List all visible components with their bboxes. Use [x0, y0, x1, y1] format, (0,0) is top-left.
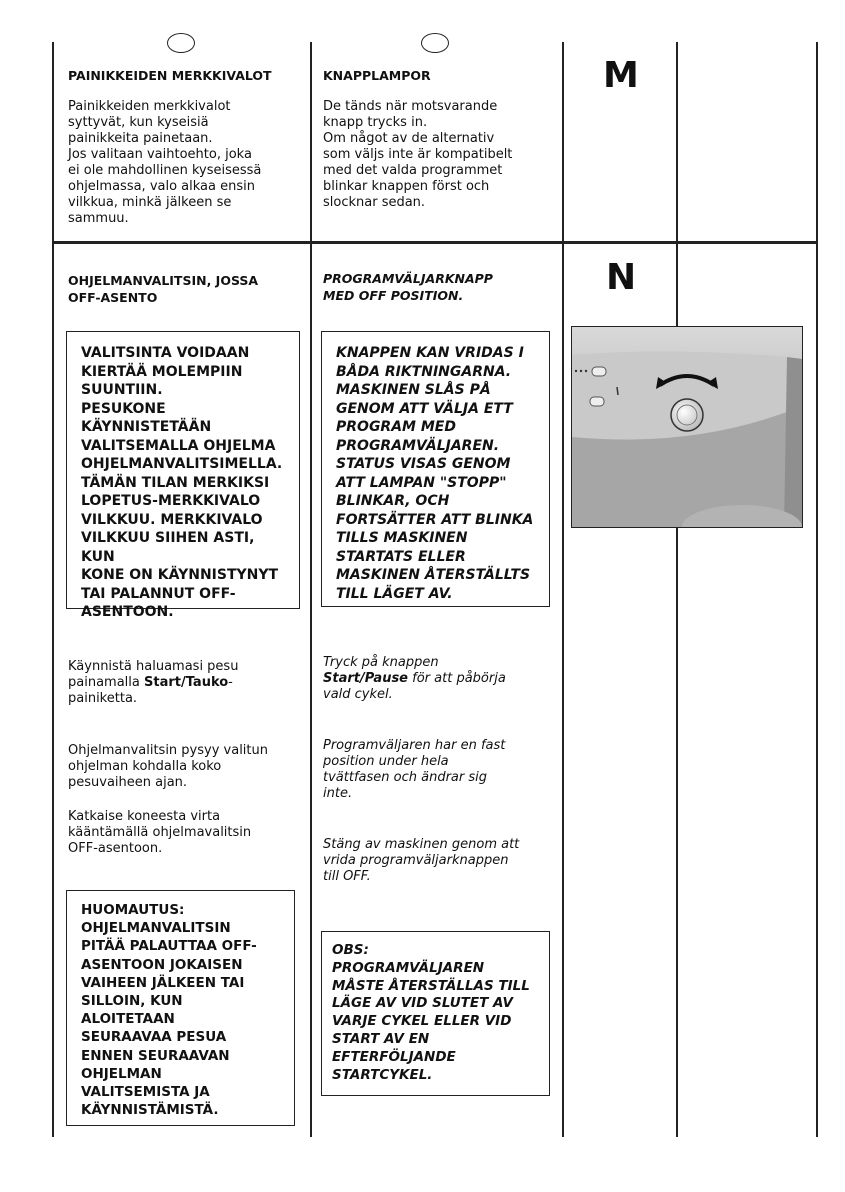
language-flag-circle-fi — [167, 33, 195, 53]
column-divider — [310, 42, 312, 1137]
sv-heading-a: KNAPPLAMPOR — [323, 68, 431, 83]
sv-start-button-label: Start/Pause — [323, 671, 409, 686]
language-flag-circle-sv — [421, 33, 449, 53]
fi-heading-a: PAINIKKEIDEN MERKKIVALOT — [68, 68, 272, 83]
fi-para-start — [68, 659, 238, 707]
sv-para-start-text: Tryck på knappen — [323, 655, 439, 670]
fi-info-box — [66, 331, 300, 620]
sv-note-text: OBS: PROGRAMVÄLJAREN MÅSTE ÅTERSTÄLLAS TILL LÄGE AV VID SLUTET AV VARJE CYKEL ELLER VID START AV EN EFTERFÖLJANDE STARTCYKEL. — [332, 942, 530, 1083]
fi-heading-b: OHJELMANVALITSIN, JOSSA OFF-ASENTO — [68, 273, 259, 305]
fi-para-start-text: Käynnistä haluamasi pesu painamalla — [68, 659, 239, 690]
program-selector-photo — [571, 326, 803, 528]
sv-para-start-end: för att påbörja vald cykel. — [323, 671, 506, 702]
fi-note-text: HUOMAUTUS: OHJELMANVALITSIN PITÄÄ PALAUTTAA OFF- ASENTOON JOKAISEN VAIHEEN JÄLKEEN TAI SILLOIN, KUN ALOITETAAN SEURAAVAA PESUA ENNEN SEURAAVAN OHJELMAN VALITSEMISTA JA KÄYNNISTÄMISTÄ. — [81, 902, 257, 1119]
section-marker-n: N — [606, 257, 637, 298]
fi-start-button-label: Start/Tauko — [144, 675, 229, 690]
fi-info-box-text: VALITSINTA VOIDAAN KIERTÄÄ MOLEMPIIN SUUNTIIN. PESUKONE KÄYNNISTETÄÄN VALITSEMALLA OHJELMA OHJELMANVALITSIMELLA. TÄMÄN TILAN MERKIKSI LOPETUS-MERKKIVALO VILKKUU. MERKKIVALO VILKKUU SIIHEN ASTI, KUN KONE ON KÄYNNISTYNYT TAI PALANNUT OFF- ASENTOON. — [81, 345, 283, 620]
program-selector-illustration — [572, 327, 802, 527]
column-divider — [816, 42, 818, 1137]
fi-para-start-end: - painiketta. — [68, 675, 233, 706]
column-divider — [676, 42, 678, 1137]
section-marker-m: M — [603, 55, 639, 96]
sv-note-box — [321, 931, 550, 1096]
fi-note-box — [66, 890, 295, 1126]
fi-para-position: Ohjelmanvalitsin pysyy valitun ohjelman kohdalla koko pesuvaiheen ajan. — [68, 743, 268, 790]
sv-info-box — [321, 331, 550, 607]
sv-para-start — [323, 655, 506, 703]
sv-info-box-text: KNAPPEN KAN VRIDAS I BÅDA RIKTNINGARNA. MASKINEN SLÅS PÅ GENOM ATT VÄLJA ETT PROGRAM MED PROGRAMVÄLJAREN. STATUS VISAS GENOM ATT LAMPAN "STOPP" BLINKAR, OCH FORTSÄTTER ATT BLINKA TILLS MASKINEN STARTATS ELLER MASKINEN ÅTERSTÄLLTS TILL LÄGET AV. — [336, 345, 534, 602]
column-divider — [52, 42, 54, 1137]
fi-body-a: Painikkeiden merkkivalot syttyvät, kun kyseisiä painikkeita painetaan. Jos valitaan vaihtoehto, joka ei ole mahdollinen kyseisessä ohjelmassa, valo alkaa ensin vilkkua, minkä jälkeen se sammuu. — [68, 99, 262, 226]
fi-para-off: Katkaise koneesta virta kääntämällä ohjelmavalitsin OFF-asentoon. — [68, 809, 252, 856]
sv-body-a: De tänds när motsvarande knapp trycks in. Om något av de alternativ som väljs inte är kompatibelt med det valda programmet blinkar knappen först och slocknar sedan. — [323, 99, 513, 210]
column-divider — [562, 42, 564, 1137]
sv-para-position: Programväljaren har en fast position under hela tvättfasen och ändrar sig inte. — [323, 738, 506, 801]
section-separator — [52, 241, 817, 244]
sv-heading-b: PROGRAMVÄLJARKNAPP MED OFF POSITION. — [323, 271, 493, 303]
sv-para-off: Stäng av maskinen genom att vrida programväljarknappen till OFF. — [323, 837, 520, 884]
